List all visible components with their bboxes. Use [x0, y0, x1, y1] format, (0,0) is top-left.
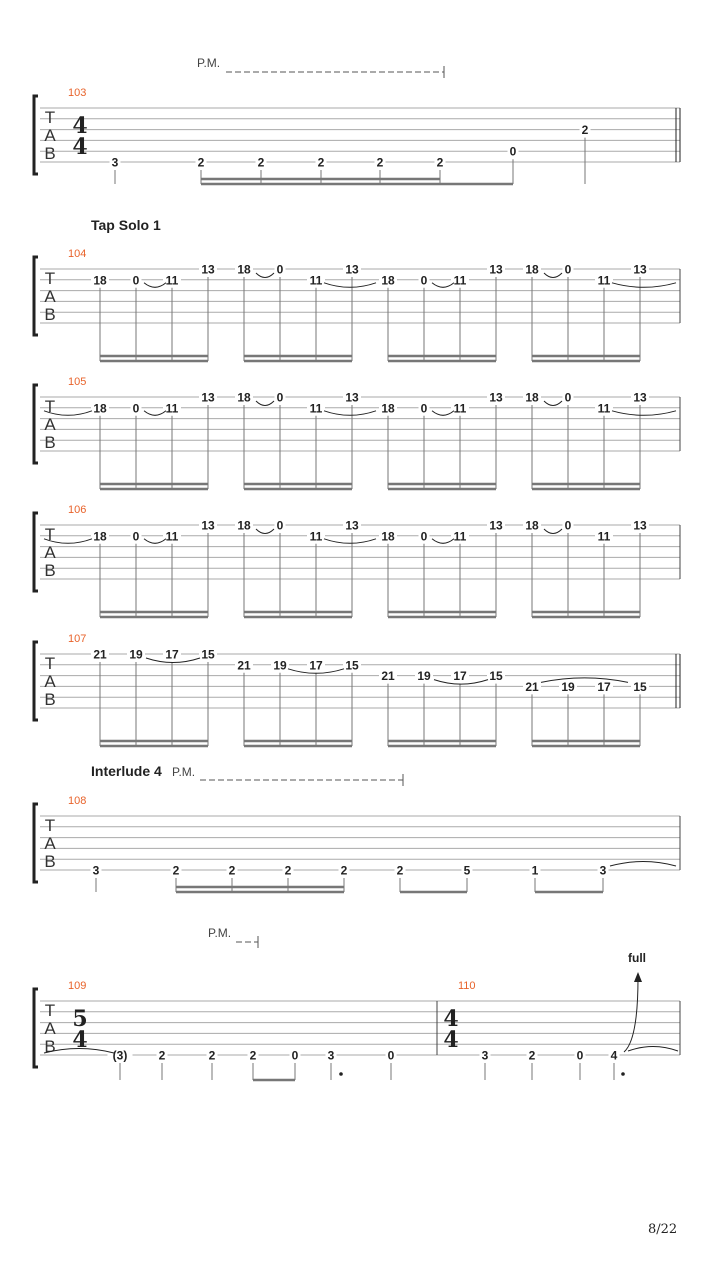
fret-number: 0 [276, 518, 284, 533]
fret-number: 0 [132, 401, 140, 416]
system-bracket [34, 385, 38, 463]
fret-number: 18 [381, 273, 395, 288]
fret-number: 0 [564, 518, 572, 533]
fret-number: 2 [317, 155, 325, 170]
fret-number: 13 [633, 518, 647, 533]
tab-clef-letter: T [44, 816, 56, 835]
bend-label: full [628, 951, 646, 965]
fret-number: 15 [345, 658, 359, 673]
fret-number: 13 [489, 262, 503, 277]
page-number: 8/22 [648, 1222, 678, 1237]
fret-number: 13 [633, 390, 647, 405]
system-bracket [34, 96, 38, 174]
fret-number: 13 [345, 518, 359, 533]
fret-number: 0 [276, 262, 284, 277]
fret-number: 0 [576, 1048, 584, 1063]
tab-clef-letter: B [44, 690, 56, 709]
fret-number: 2 [528, 1048, 536, 1063]
system-bracket [34, 513, 38, 591]
fret-number: 13 [201, 390, 215, 405]
fret-number: 0 [387, 1048, 395, 1063]
slur [610, 862, 676, 867]
measure-number: 107 [68, 633, 87, 645]
fret-number: 11 [453, 273, 467, 288]
slur [144, 539, 166, 544]
palm-mute-label: P.M. [208, 926, 232, 940]
slur [144, 283, 166, 288]
fret-number: 13 [489, 518, 503, 533]
fret-number: 5 [463, 863, 471, 878]
fret-number: 4 [610, 1048, 618, 1063]
fret-number: 13 [345, 390, 359, 405]
tab-clef-letter: T [44, 397, 56, 416]
slur [612, 411, 676, 416]
slur [541, 678, 628, 683]
measure-number: 105 [68, 376, 87, 388]
time-signature-top: 4 [443, 1006, 459, 1032]
fret-number: 13 [201, 262, 215, 277]
fret-number: 11 [309, 273, 323, 288]
slur [544, 529, 562, 534]
fret-number: 18 [525, 262, 539, 277]
fret-number: 17 [309, 658, 323, 673]
tab-clef-letter: T [44, 108, 56, 127]
fret-number: 0 [564, 262, 572, 277]
fret-number: 2 [158, 1048, 166, 1063]
fret-number: 17 [597, 679, 611, 694]
fret-number: 2 [208, 1048, 216, 1063]
fret-number: 2 [249, 1048, 257, 1063]
slur [144, 411, 166, 416]
slur [612, 283, 676, 288]
system-bracket [34, 257, 38, 335]
fret-number: 0 [420, 529, 428, 544]
fret-number: 21 [525, 679, 539, 694]
fret-number: 17 [165, 647, 179, 662]
palm-mute-label: P.M. [197, 56, 221, 70]
fret-number: 0 [132, 529, 140, 544]
fret-number: 18 [237, 518, 251, 533]
fret-number: 18 [381, 401, 395, 416]
system-bracket [34, 989, 38, 1067]
fret-number: 0 [509, 144, 517, 159]
slur [256, 529, 274, 534]
section-label-interlude: Interlude 4 [91, 763, 162, 779]
fret-number: 0 [564, 390, 572, 405]
tab-clef-letter: A [44, 415, 56, 434]
fret-number: 13 [345, 262, 359, 277]
fret-number: 11 [165, 401, 179, 416]
tab-clef-letter: B [44, 305, 56, 324]
system-bracket [34, 804, 38, 882]
fret-number: 17 [453, 669, 467, 684]
fret-number: 18 [93, 401, 107, 416]
fret-number: 2 [197, 155, 205, 170]
palm-mute-label: P.M. [172, 765, 196, 779]
measure-number: 108 [68, 795, 87, 807]
fret-number: 2 [436, 155, 444, 170]
fret-number: 0 [420, 273, 428, 288]
fret-number: 11 [597, 273, 611, 288]
fret-number: 2 [581, 123, 589, 138]
fret-number: 2 [257, 155, 265, 170]
fret-number: 2 [228, 863, 236, 878]
fret-number: 3 [92, 863, 100, 878]
fret-number: (3) [112, 1048, 128, 1063]
fret-number: 3 [327, 1048, 335, 1063]
tab-clef-letter: T [44, 654, 56, 673]
tab-clef-letter: T [44, 1001, 56, 1020]
tab-clef-letter: A [44, 126, 56, 145]
fret-number: 18 [237, 262, 251, 277]
slur [544, 273, 562, 278]
section-label-tap-solo: Tap Solo 1 [91, 217, 161, 233]
tab-clef-letter: T [44, 269, 56, 288]
measure-number: 104 [68, 248, 87, 260]
fret-number: 11 [597, 401, 611, 416]
tab-clef-letter: A [44, 287, 56, 306]
fret-number: 19 [417, 669, 431, 684]
tab-clef-letter: T [44, 525, 56, 544]
slur [544, 401, 562, 406]
measure-number: 109 [68, 980, 87, 992]
tab-clef-letter: A [44, 543, 56, 562]
measure-number: 110 [458, 980, 476, 992]
tab-clef-letter: A [44, 1019, 56, 1038]
measure-number: 106 [68, 504, 87, 516]
fret-number: 11 [165, 529, 179, 544]
fret-number: 15 [489, 669, 503, 684]
fret-number: 18 [237, 390, 251, 405]
fret-number: 11 [453, 401, 467, 416]
tab-clef-letter: B [44, 1037, 56, 1056]
fret-number: 3 [481, 1048, 489, 1063]
time-signature-bottom: 4 [72, 1027, 88, 1053]
measure-number: 103 [68, 87, 87, 99]
fret-number: 2 [396, 863, 404, 878]
tab-clef-letter: A [44, 672, 56, 691]
slur [432, 411, 454, 416]
fret-number: 2 [172, 863, 180, 878]
time-signature-top: 4 [72, 113, 88, 139]
time-signature-top: 5 [72, 1006, 88, 1032]
fret-number: 18 [381, 529, 395, 544]
tab-clef-letter: B [44, 433, 56, 452]
rhythm-dot [621, 1072, 625, 1076]
fret-number: 19 [129, 647, 143, 662]
fret-number: 11 [597, 529, 611, 544]
fret-number: 2 [340, 863, 348, 878]
fret-number: 13 [201, 518, 215, 533]
fret-number: 19 [561, 679, 575, 694]
slur [432, 539, 454, 544]
fret-number: 3 [599, 863, 607, 878]
rhythm-dot [339, 1072, 343, 1076]
fret-number: 19 [273, 658, 287, 673]
fret-number: 15 [201, 647, 215, 662]
fret-number: 11 [309, 401, 323, 416]
slur [324, 411, 376, 416]
slur [628, 1047, 678, 1052]
fret-number: 13 [633, 262, 647, 277]
system-bracket [34, 642, 38, 720]
fret-number: 0 [276, 390, 284, 405]
fret-number: 11 [165, 273, 179, 288]
fret-number: 1 [531, 863, 539, 878]
fret-number: 2 [376, 155, 384, 170]
fret-number: 3 [111, 155, 119, 170]
fret-number: 2 [284, 863, 292, 878]
fret-number: 21 [93, 647, 107, 662]
fret-number: 15 [633, 679, 647, 694]
fret-number: 18 [525, 518, 539, 533]
fret-number: 21 [237, 658, 251, 673]
tab-clef-letter: A [44, 834, 56, 853]
tab-clef-letter: B [44, 144, 56, 163]
fret-number: 11 [309, 529, 323, 544]
fret-number: 18 [93, 273, 107, 288]
tab-clef-letter: B [44, 561, 56, 580]
slur [324, 283, 376, 288]
fret-number: 18 [93, 529, 107, 544]
time-signature-bottom: 4 [72, 134, 88, 160]
fret-number: 11 [453, 529, 467, 544]
fret-number: 13 [489, 390, 503, 405]
tab-clef-letter: B [44, 852, 56, 871]
slur [256, 273, 274, 278]
time-signature-bottom: 4 [443, 1027, 459, 1053]
fret-number: 0 [291, 1048, 299, 1063]
bend-curve [624, 978, 638, 1052]
slur [256, 401, 274, 406]
fret-number: 0 [420, 401, 428, 416]
fret-number: 21 [381, 669, 395, 684]
slur [432, 283, 454, 288]
slur [324, 539, 376, 544]
bend-arrowhead [634, 972, 642, 982]
fret-number: 18 [525, 390, 539, 405]
fret-number: 0 [132, 273, 140, 288]
